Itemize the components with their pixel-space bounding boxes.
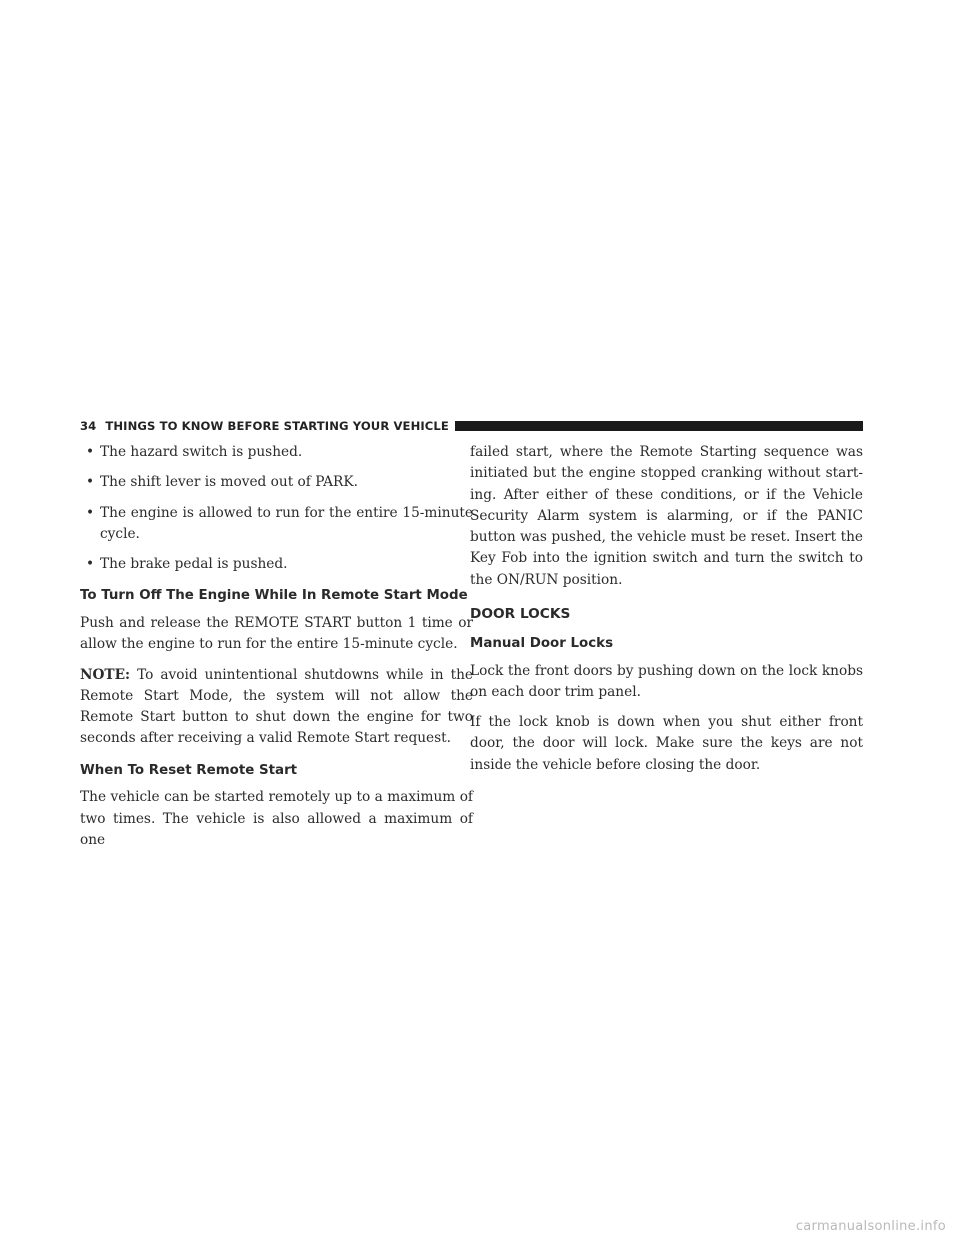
bullet-icon: • [86, 444, 95, 460]
header-rule [455, 421, 863, 431]
left-column [80, 442, 473, 860]
list-item: • The brake pedal is pushed. [80, 554, 473, 575]
list-item: • The engine is allowed to run for the entire 15-minute cycle. [86, 504, 473, 542]
reset-remote-start-continued: failed start, where the Remote Starting sequence was initiated but the engine stopped cranking without start-ing. After either of these conditions, or if the Vehicle Security Alarm system is alarming, or if the PANIC button was pushed, the vehicle must be reset. Insert the Key Fob into the ignition switch and turn the switch to the ON/RUN position. [470, 444, 863, 588]
bullet-icon: • [86, 474, 95, 491]
page-header [80, 419, 863, 433]
reset-remote-start-paragraph: The vehicle can be started remotely up to a maximum of two times. The vehicle is also allowed a maximum of one [80, 789, 473, 848]
section-heading-reset-remote-start: When To Reset Remote Start [80, 762, 298, 778]
page-number: 34 [80, 419, 97, 433]
bullet-icon: • [86, 556, 95, 573]
bullet-icon: • [86, 504, 95, 521]
note-text: To avoid unintentional shutdowns while in the Remote Start Mode, the system will not allow the Remote Start button to shut down the engine for two seconds after receiving a valid Remote Start request. [80, 666, 473, 747]
note-label: NOTE: [80, 666, 131, 683]
list-item: • The hazard switch is pushed. [80, 442, 473, 463]
chapter-title: THINGS TO KNOW BEFORE STARTING YOUR VEHICLE [105, 419, 449, 433]
list-item: • The shift lever is moved out of PARK. [80, 472, 473, 493]
right-column [470, 442, 863, 785]
note-paragraph [80, 665, 473, 750]
subsection-heading-manual-door-locks: Manual Door Locks [470, 636, 614, 652]
turn-off-engine-paragraph: Push and release the REMOTE START button 1 time or allow the engine to run for the entire 15-minute cycle. [80, 614, 473, 653]
manual-door-locks-paragraph-1: Lock the front doors by pushing down on the lock knobs on each door trim panel. [470, 662, 863, 700]
manual-door-locks-paragraph-2: If the lock knob is down when you shut either front door, the door will lock. Make sure the keys are not inside the vehicle before closing the door. [470, 714, 863, 773]
watermark: carmanualsonline.info [795, 1219, 946, 1234]
section-heading-door-locks: DOOR LOCKS [470, 606, 571, 623]
section-heading-turn-off-engine: To Turn Off The Engine While In Remote Start Mode [80, 588, 468, 604]
